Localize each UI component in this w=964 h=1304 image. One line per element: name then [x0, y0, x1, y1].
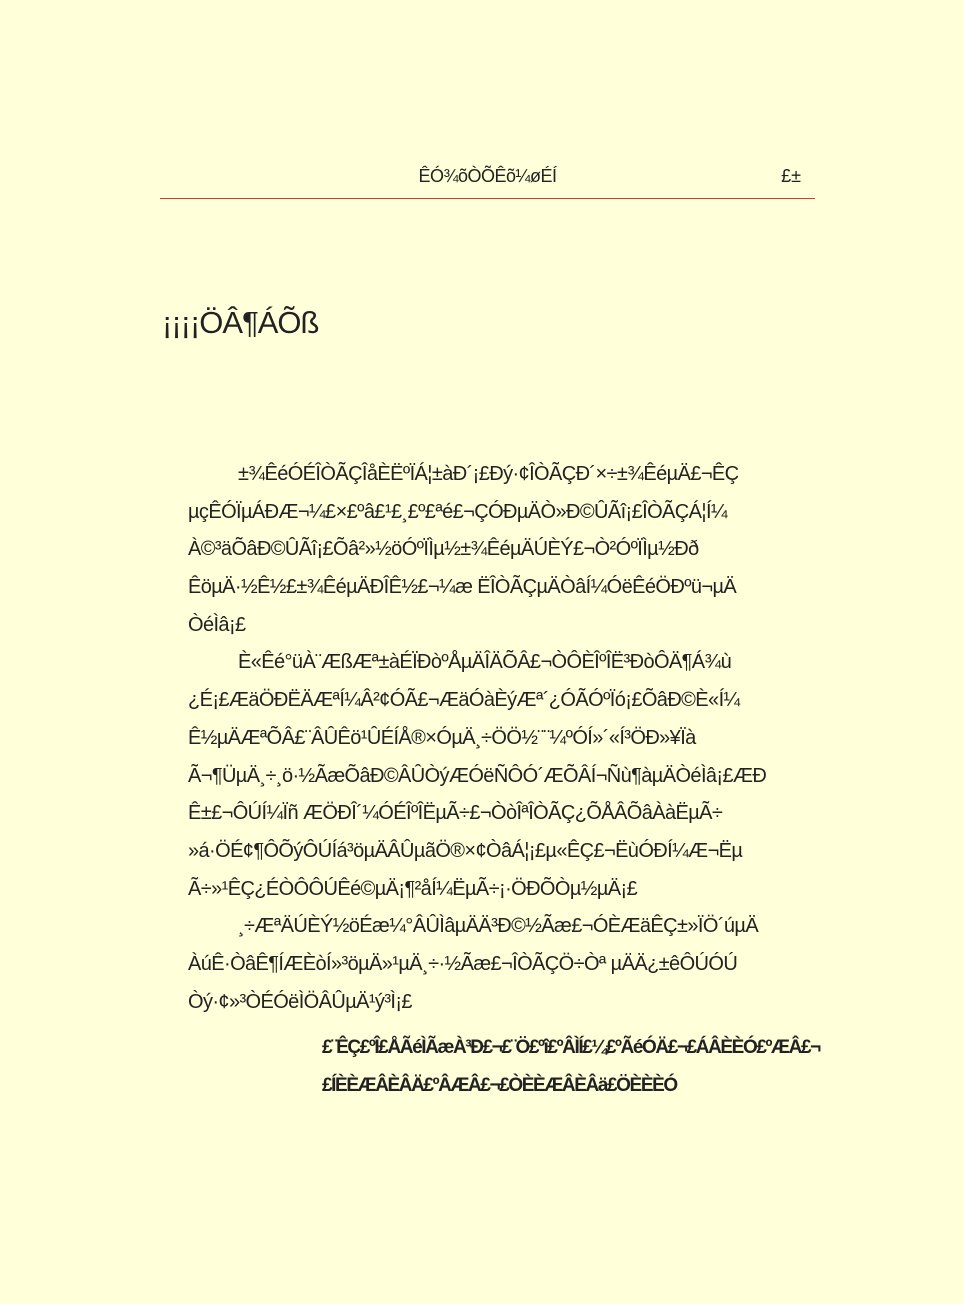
paragraph-line: ¸÷ÆªÄÚÈÝ½öÉæ¼°ÂÛÌâµÄÄ³Ð©½Ãæ£¬ÓÈÆäÊÇ±»ÏÖ´úµÄ — [238, 915, 759, 938]
header-divider — [160, 198, 815, 199]
paragraph-line: »á·ÖÉ¢¶ÔÕýÔÚÍá³öµÄÂÛµãÖ®×¢ÒâÁ¦¡£µ«ÊÇ£¬ËùÓÐÍ¼Æ¬Ëµ — [188, 839, 743, 862]
closing-note — [322, 1030, 820, 1105]
paragraph-line: ÀúÊ·ÒâÊ¶ÍÆÈòÍ»³öµÄ»¹µÄ¸÷·½Ãæ£¬ÎÒÃÇÖ÷Òª µÄÄ¿±êÔÚÓÚ — [188, 952, 738, 975]
paragraph-line: Òý·¢»³ÒÉÓëÌÖÂÛµÄ¹ý³Ì¡£ — [188, 990, 412, 1013]
paragraph-line: ±¾ÊéÓÉÎÒÃÇÎåÈËºÏÁ¦±àÐ´¡£Ðý·¢ÎÒÃÇÐ´×÷±¾ÊéµÄ£¬ÊÇ — [238, 463, 739, 485]
paragraph-line: Ã¬¶ÜµÄ¸÷¸ö·½ÃæÕâÐ©ÂÛÒýÆÓëÑÔÓ´ÆÕÂÍ¬Ñù¶àµÄÒéÌâ¡£ÆÐ — [188, 764, 767, 787]
body-text — [188, 456, 798, 1021]
paragraph-line: ÊöµÄ·½Ê½£±¾ÊéµÄÐÎÊ½£¬¼æ ËÎÒÃÇµÄÒâÍ¼ÓëÊéÖÐºü¬µÄ — [188, 576, 737, 599]
page-number: £± — [781, 166, 801, 186]
paragraph-line: ÒéÌâ¡£ — [188, 613, 246, 636]
paragraph-line: Ê±£¬ÔÚÍ¼Ïñ ÆÖÐÎ´¼ÓÉÎºÎËµÃ÷£¬ÒòÎªÎÒÃÇ¿ÕÅÂÕâÀàËµÃ÷ — [188, 802, 723, 825]
running-title: ÊÓ¾õÒÕÊõ¼øÉÍ — [418, 166, 557, 186]
paragraph-line: Ã÷»¹ÊÇ¿ÉÒÔÔÚÊé©µÄ¡¶²åÍ¼ËµÃ÷¡·ÖÐÕÒµ½µÄ¡£ — [188, 877, 638, 900]
paragraph-line: Ê½µÄÆªÕÂ£¨ÂÛÊö¹ÛÉÍÅ®×ÓµÄ¸÷ÖÖ½¨¨¼ºÓÍ»´«Í³ÖÐ»¥Ïà — [188, 726, 696, 749]
paragraph-line: À©³äÕâÐ©ÛÃî¡£Õâ²»½öÓºÏÌµ½±¾ÊéµÄÚÈÝ£¬Ò²ÓºÏÌµ½Ðð — [188, 538, 699, 561]
paragraph-line: È«Êé°üÀ¨ÆßÆª±àÉÏÐòºÅµÄÎÄÕÂ£¬ÒÔÈÎºÎË³ÐòÔÄ¶Á¾ù — [238, 651, 732, 674]
section-heading: ¡¡¡¡ÖÂ¶ÁÕß — [162, 305, 319, 340]
paragraph-line: ¿É¡£ÆäÖÐËÄÆªÍ¼Â²¢ÓÃ£¬ÆäÓàÈýÆª´¿ÓÃÓºÏó¡£ÕâÐ©È«Í¼ — [188, 689, 740, 712]
running-header — [160, 166, 815, 194]
paragraph-line: µçÊÓÏµÁÐÆ¬¼£×£ºâ£¹£¸£º£ªé£¬ÇÓÐµÄÒ»Ð©ÛÃî¡£ÎÒÃÇÁ¦Í¼ — [188, 500, 727, 523]
note-line: £ÍÈÈÆÂÈÂÄ£ºÂÆÂ£¬£ÒÈÈÆÂÈÂä£ÖÈÈÈÓ — [322, 1074, 677, 1096]
note-line: £¨ÊÇ£ºÎ£ÅÃéÌÃæÀ³Ð£¬£¨Ö£ºî£ºÂÌÍ£¼£ºÃéÓÄ£¬£ÁÂÈÈÓ£ºÆÂ£¬ — [322, 1037, 820, 1058]
